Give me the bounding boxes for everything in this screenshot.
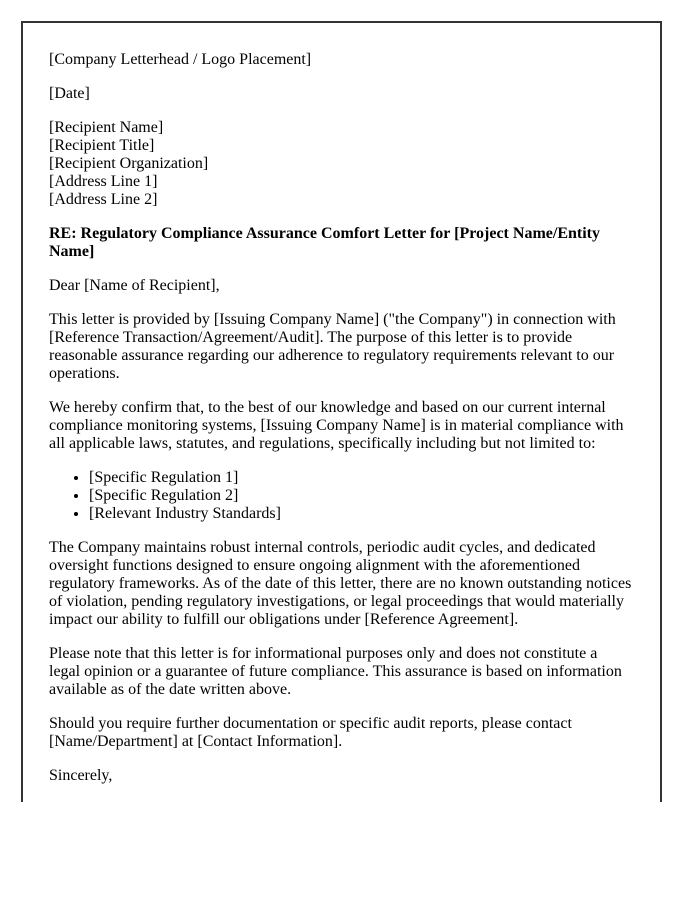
regulation-item-2: • [Specific Regulation 2] bbox=[89, 487, 632, 505]
closing-valediction: Sincerely, bbox=[49, 767, 113, 784]
body-paragraph-disclaimer: Please note that this letter is for informational purposes only and does not constitute a legal opinion or a guarantee of future compliance. This assurance is based on information available as of the date written above. bbox=[49, 645, 622, 698]
recipient-title: [Recipient Title] bbox=[49, 137, 155, 154]
date-placeholder: [Date] bbox=[49, 85, 90, 102]
regulation-item-1: • [Specific Regulation 1] bbox=[89, 469, 632, 487]
salutation: Dear [Name of Recipient], bbox=[49, 277, 220, 294]
regulation-item-3: • [Relevant Industry Standards] bbox=[89, 505, 632, 523]
recipient-address-block bbox=[49, 119, 632, 209]
recipient-address-line-2: [Address Line 2] bbox=[49, 191, 158, 208]
letter-container bbox=[21, 21, 662, 802]
recipient-address-line-1: [Address Line 1] bbox=[49, 173, 158, 190]
body-paragraph-contact: Should you require further documentation or specific audit reports, please contact [Name/Department] at [Contact Information]. bbox=[49, 715, 572, 750]
body-paragraph-intro-1: This letter is provided by [Issuing Company Name] ("the Company") in connection with [Reference Transaction/Agreement/Audit]. The purpose of this letter is to provide reasonable assurance regarding our adherence to regulatory requirements relevant to our operations. bbox=[49, 311, 616, 382]
body-paragraph-controls: The Company maintains robust internal controls, periodic audit cycles, and dedicated oversight functions designed to ensure ongoing alignment with the aforementioned regulatory frameworks. As of the date of this letter, there are no known outstanding notices of violation, pending regulatory investigations, or legal proceedings that would materially impact our ability to fulfill our obligations under [Reference Agreement]. bbox=[49, 539, 632, 628]
regulations-list bbox=[49, 469, 632, 523]
recipient-name: [Recipient Name] bbox=[49, 119, 164, 136]
body-paragraph-intro-2: We hereby confirm that, to the best of our knowledge and based on our current internal compliance monitoring systems, [Issuing Company Name] is in material compliance with all applicable laws, statutes, and regulations, specifically including but not limited to: bbox=[49, 399, 624, 452]
letterhead-placeholder: [Company Letterhead / Logo Placement] bbox=[49, 51, 312, 68]
recipient-organization: [Recipient Organization] bbox=[49, 155, 209, 172]
subject-line: RE: Regulatory Compliance Assurance Comfort Letter for [Project Name/Entity Name] bbox=[49, 225, 600, 260]
